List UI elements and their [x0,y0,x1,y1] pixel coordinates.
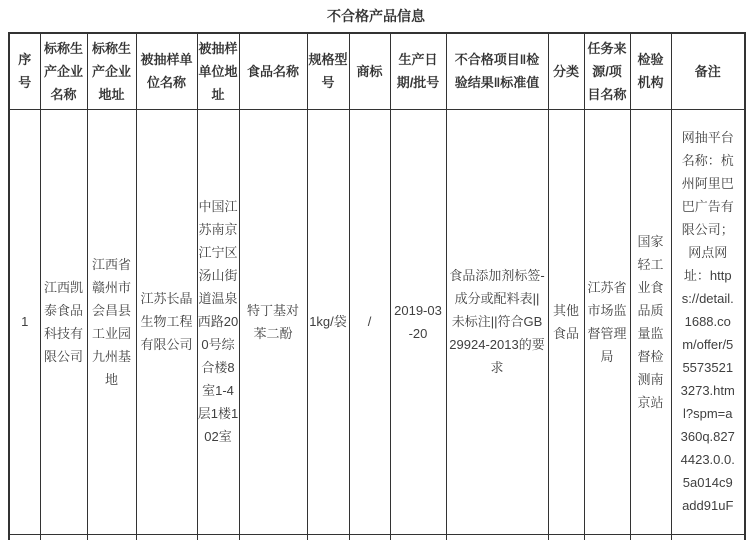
table-body [9,109,745,540]
nonconforming-products-table [8,32,746,540]
empty-cell [548,534,584,540]
cell-spec_model: 1kg/袋 [307,109,349,534]
column-header-producer_name: 标称生产企业名称 [40,33,87,109]
empty-cell [40,534,87,540]
cell-brand: / [349,109,390,534]
empty-cell [307,534,349,540]
column-header-production_date: 生产日期/批号 [390,33,446,109]
partial-empty-row [9,534,745,540]
empty-cell [584,534,630,540]
empty-cell [349,534,390,540]
empty-cell [136,534,197,540]
column-header-seq: 序号 [9,33,40,109]
cell-sampled_unit_address: 中国江苏南京江宁区汤山街道温泉西路200号综合楼8室1-4层1楼102室 [197,109,239,534]
cell-production_date: 2019-03-20 [390,109,446,534]
column-header-sampled_unit_name: 被抽样单位名称 [136,33,197,109]
cell-inspection_agency: 国家轻工业食品质量监督检测南京站 [630,109,671,534]
column-header-brand: 商标 [349,33,390,109]
column-header-remark: 备注 [671,33,745,109]
page-title: 不合格产品信息 [327,8,425,24]
cell-task_source: 江苏省市场监督管理局 [584,109,630,534]
column-header-spec_model: 规格型号 [307,33,349,109]
empty-cell [239,534,307,540]
cell-category: 其他食品 [548,109,584,534]
column-header-task_source: 任务来源/项目名称 [584,33,630,109]
empty-cell [390,534,446,540]
cell-seq: 1 [9,109,40,534]
empty-cell [671,534,745,540]
empty-cell [630,534,671,540]
column-header-nonconforming_item: 不合格项目‖检验结果‖标准值 [446,33,548,109]
column-header-food_name: 食品名称 [239,33,307,109]
column-header-inspection_agency: 检验机构 [630,33,671,109]
empty-cell [197,534,239,540]
empty-cell [446,534,548,540]
cell-nonconforming_item: 食品添加剂标签-成分或配料表||未标注||符合GB29924-2013的要求 [446,109,548,534]
cell-producer_name: 江西凯泰食品科技有限公司 [40,109,87,534]
empty-cell [87,534,136,540]
table-row [9,109,745,534]
column-header-category: 分类 [548,33,584,109]
cell-remark: 网抽平台名称：杭州阿里巴巴广告有限公司；网点网址：https://detail.1688.com/offer/555735213273.html?spm=a360q.8274423.0.0.5a014c9add91uF [671,109,745,534]
cell-food_name: 特丁基对苯二酚 [239,109,307,534]
table-header-row [9,33,745,109]
empty-cell [9,534,40,540]
cell-producer_address: 江西省赣州市会昌县工业园九州基地 [87,109,136,534]
column-header-producer_address: 标称生产企业地址 [87,33,136,109]
column-header-sampled_unit_address: 被抽样单位地址 [197,33,239,109]
cell-sampled_unit_name: 江苏长晶生物工程有限公司 [136,109,197,534]
